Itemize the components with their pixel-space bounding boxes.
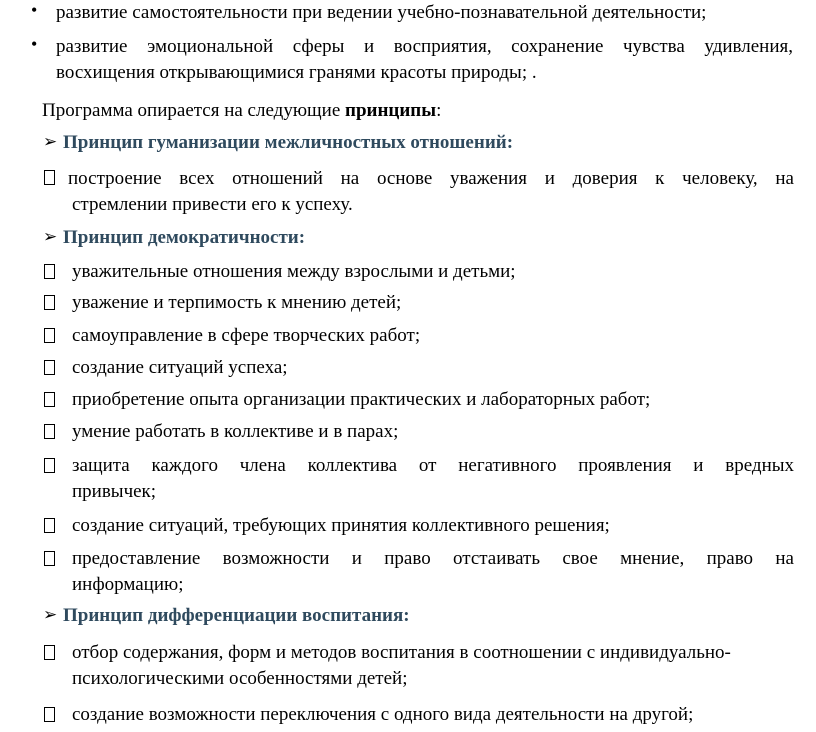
list-item: предоставление возможности и право отстаивать свое мнение, право на xyxy=(72,548,794,569)
square-bullet-icon xyxy=(44,458,55,473)
square-bullet-icon xyxy=(44,392,55,407)
intro-text xyxy=(42,100,441,122)
bullet-icon: • xyxy=(31,0,38,20)
square-bullet-icon xyxy=(44,707,55,722)
list-item: создание возможности переключения с одного вида деятельности на другой; xyxy=(72,704,694,725)
section-heading: Принцип дифференциации воспитания: xyxy=(63,605,410,626)
intro-prefix: Программа опирается на следующие xyxy=(42,100,345,121)
list-item-continued: привычек; xyxy=(72,481,157,502)
list-item: самоуправление в сфере творческих работ; xyxy=(72,325,421,346)
arrow-bullet-icon: ➢ xyxy=(43,605,58,624)
list-item: создание ситуаций успеха; xyxy=(72,357,288,378)
list-item-continued: психологическими особенностями детей; xyxy=(72,668,408,689)
list-item: отбор содержания, форм и методов воспитания в соотношении с индивидуально- xyxy=(72,642,731,663)
intro-bold: принципы xyxy=(345,100,437,121)
square-bullet-icon xyxy=(44,360,55,375)
list-item-continued: информацию; xyxy=(72,574,184,595)
bullet-icon: • xyxy=(31,34,38,54)
square-bullet-icon xyxy=(44,170,55,185)
square-bullet-icon xyxy=(44,424,55,439)
arrow-bullet-icon: ➢ xyxy=(43,227,58,246)
list-item: уважение и терпимость к мнению детей; xyxy=(72,292,402,313)
list-item: приобретение опыта организации практических и лабораторных работ; xyxy=(72,389,651,410)
square-bullet-icon xyxy=(44,328,55,343)
list-item: уважительные отношения между взрослыми и детьми; xyxy=(72,261,516,282)
square-bullet-icon xyxy=(44,551,55,566)
arrow-bullet-icon: ➢ xyxy=(43,132,58,151)
list-item: умение работать в коллективе и в парах; xyxy=(72,421,399,442)
intro-suffix: : xyxy=(436,100,442,121)
section-heading: Принцип гуманизации межличностных отношений: xyxy=(63,132,514,153)
list-item-continued: стремлении привести его к успеху. xyxy=(72,194,353,215)
list-item: построение всех отношений на основе уважения и доверия к человеку, на xyxy=(68,168,794,189)
bullet-text: развитие самостоятельности при ведении учебно-познавательной деятельности; xyxy=(56,2,707,23)
bullet-text-continued: восхищения открывающимися гранями красоты природы; . xyxy=(56,62,537,83)
section-heading: Принцип демократичности: xyxy=(63,227,306,248)
list-item: защита каждого члена коллектива от негативного проявления и вредных xyxy=(72,455,794,476)
square-bullet-icon xyxy=(44,264,55,279)
square-bullet-icon xyxy=(44,295,55,310)
bullet-text: развитие эмоциональной сферы и восприятия, сохранение чувства удивления, xyxy=(56,36,793,57)
square-bullet-icon xyxy=(44,645,55,660)
square-bullet-icon xyxy=(44,518,55,533)
list-item: создание ситуаций, требующих принятия коллективного решения; xyxy=(72,515,610,536)
